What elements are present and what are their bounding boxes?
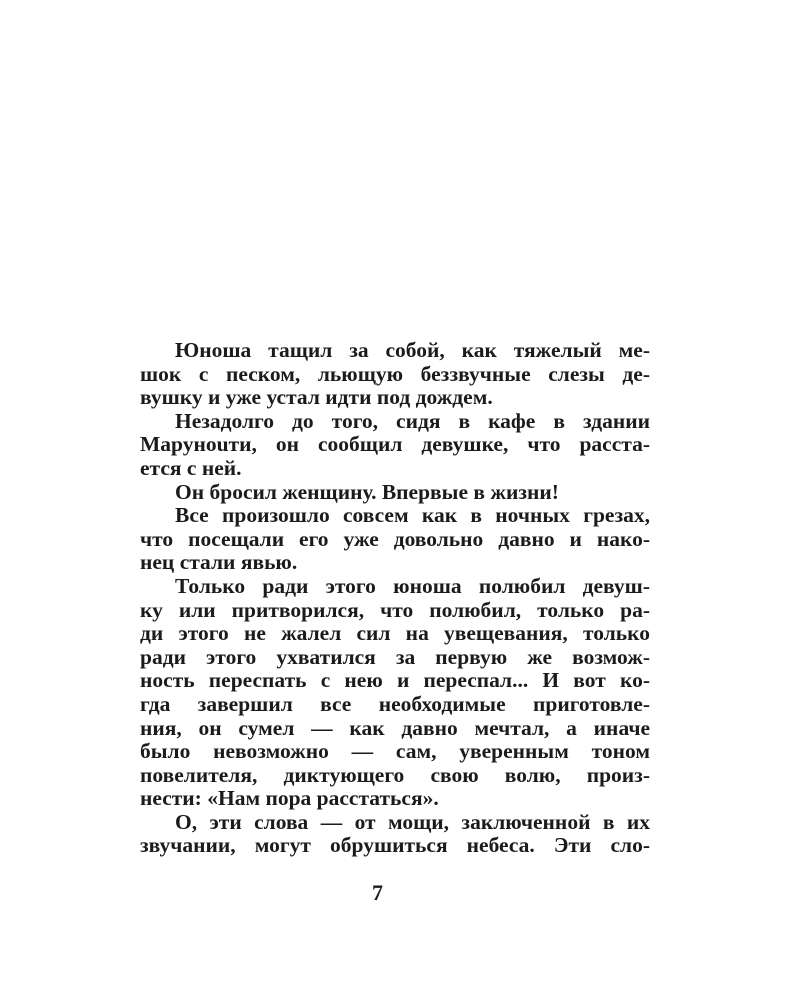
text-line: звучании, могут обрушиться небеса. Эти сло-: [140, 833, 650, 858]
paragraph-5: [105, 575, 650, 811]
body-text: [105, 339, 650, 858]
paragraph-1: [105, 339, 650, 410]
text-line: повелителя, диктующего свою волю, произ-: [140, 762, 650, 787]
text-line: вушку и уже устал идти под дождем.: [140, 385, 493, 410]
text-line: было невозможно — сам, уверенным тоном: [140, 739, 650, 764]
text-line: Все произошло совсем как в ночных грезах,: [175, 503, 650, 528]
paragraph-3: [105, 481, 650, 505]
text-line: шок с песком, льющую беззвучные слезы де-: [140, 361, 650, 386]
text-line: нести: «Нам пора расстаться».: [140, 786, 439, 811]
text-line: гда завершил все необходимые приготовле-: [140, 691, 650, 716]
text-line: ность переспать с нею и переспал... И вот ко-: [140, 668, 650, 693]
text-line: Только ради этого юноша полюбил девуш-: [175, 573, 650, 598]
paragraph-2: [105, 410, 650, 481]
text-line: Незадолго до того, сидя в кафе в здании: [175, 408, 650, 433]
text-line: О, эти слова — от мощи, заключенной в их: [175, 809, 650, 834]
paragraph-4: [105, 504, 650, 575]
text-line: Марунouти, он сообщил девушке, что расста-: [140, 432, 650, 457]
text-line: ку или притворился, что полюбил, только ра-: [140, 597, 650, 622]
text-line: ради этого ухватился за первую же возмож-: [140, 644, 650, 669]
text-line: ди этого не жалел сил на увещевания, только: [140, 621, 650, 646]
text-line: ется с ней.: [140, 455, 242, 480]
text-line: что посещали его уже довольно давно и нако-: [140, 526, 650, 551]
text-line: Он бросил женщину. Впервые в жизни!: [175, 479, 559, 504]
page-number: 7: [372, 880, 383, 905]
text-line: ния, он сумел — как давно мечтал, а иначе: [140, 715, 650, 740]
paragraph-6: [105, 811, 650, 858]
text-line: нец стали явью.: [140, 550, 298, 575]
text-line: Юноша тащил за собой, как тяжелый ме-: [175, 338, 650, 362]
